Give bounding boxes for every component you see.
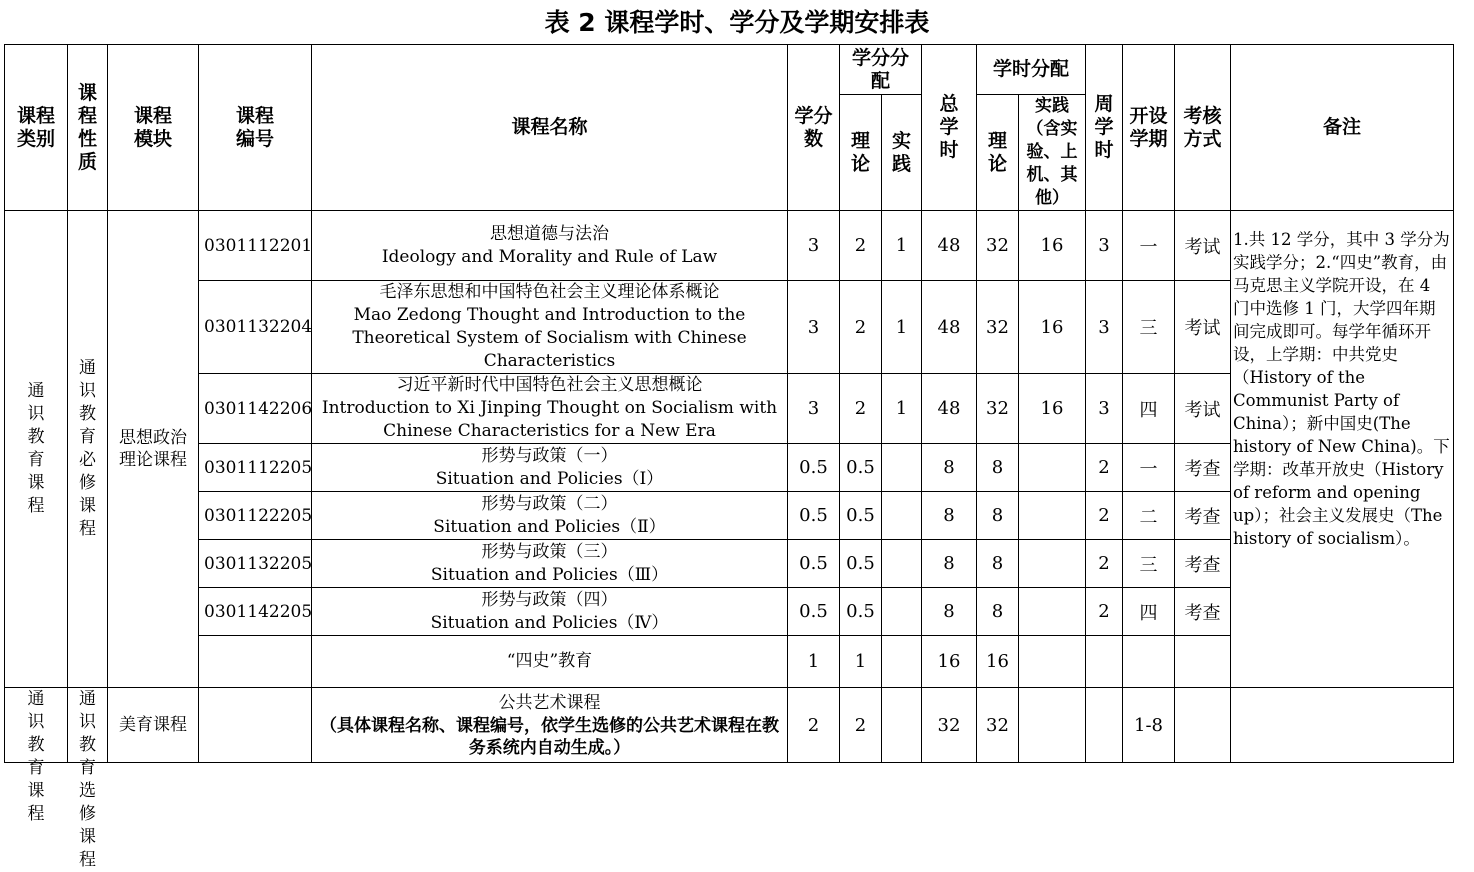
semester: 三 bbox=[1123, 281, 1175, 374]
hour-practice bbox=[1019, 688, 1086, 763]
assessment bbox=[1175, 636, 1231, 688]
header-row-1 bbox=[5, 45, 1454, 95]
nature-cell: 通识教育选修课程 bbox=[68, 688, 108, 763]
hour-theory: 32 bbox=[977, 211, 1019, 281]
course-code: 0301142206 bbox=[199, 374, 312, 444]
table-row bbox=[5, 688, 1454, 763]
semester: 四 bbox=[1123, 588, 1175, 636]
hour-practice bbox=[1019, 444, 1086, 492]
course-name: 思想道德与法治 Ideology and Morality and Rule of Law bbox=[312, 211, 788, 281]
header-credit-practice: 实践 bbox=[882, 95, 922, 211]
weekly-hours: 2 bbox=[1086, 540, 1123, 588]
credit-theory: 0.5 bbox=[840, 540, 882, 588]
total-hours: 16 bbox=[922, 636, 977, 688]
semester: 一 bbox=[1123, 211, 1175, 281]
credits: 2 bbox=[788, 688, 840, 763]
hour-practice bbox=[1019, 492, 1086, 540]
weekly-hours bbox=[1086, 688, 1123, 763]
credit-theory: 0.5 bbox=[840, 444, 882, 492]
total-hours: 32 bbox=[922, 688, 977, 763]
header-weekly-hours: 周学时 bbox=[1086, 45, 1123, 211]
total-hours: 48 bbox=[922, 374, 977, 444]
total-hours: 8 bbox=[922, 444, 977, 492]
assessment: 考查 bbox=[1175, 588, 1231, 636]
credits: 0.5 bbox=[788, 588, 840, 636]
remarks-note bbox=[1231, 688, 1454, 763]
credit-theory: 0.5 bbox=[840, 588, 882, 636]
assessment: 考查 bbox=[1175, 492, 1231, 540]
credit-theory: 2 bbox=[840, 374, 882, 444]
credit-theory: 2 bbox=[840, 211, 882, 281]
weekly-hours: 2 bbox=[1086, 444, 1123, 492]
credit-practice bbox=[882, 636, 922, 688]
semester bbox=[1123, 636, 1175, 688]
weekly-hours: 3 bbox=[1086, 211, 1123, 281]
course-name: 形势与政策（四） Situation and Policies（Ⅳ） bbox=[312, 588, 788, 636]
hour-practice bbox=[1019, 540, 1086, 588]
hour-theory: 8 bbox=[977, 444, 1019, 492]
table-title: 表 2 课程学时、学分及学期安排表 bbox=[544, 8, 930, 37]
credit-practice bbox=[882, 688, 922, 763]
credits: 3 bbox=[788, 281, 840, 374]
credit-practice: 1 bbox=[882, 374, 922, 444]
course-code bbox=[199, 636, 312, 688]
credit-theory: 2 bbox=[840, 281, 882, 374]
course-code: 0301142205 bbox=[199, 588, 312, 636]
hour-theory: 32 bbox=[977, 688, 1019, 763]
header-name: 课程名称 bbox=[312, 45, 788, 211]
credits: 0.5 bbox=[788, 444, 840, 492]
header-credits: 学分数 bbox=[788, 45, 840, 211]
credits: 0.5 bbox=[788, 492, 840, 540]
total-hours: 48 bbox=[922, 211, 977, 281]
credit-practice: 1 bbox=[882, 281, 922, 374]
assessment: 考查 bbox=[1175, 444, 1231, 492]
semester: 一 bbox=[1123, 444, 1175, 492]
total-hours: 8 bbox=[922, 492, 977, 540]
weekly-hours: 3 bbox=[1086, 281, 1123, 374]
header-credit-split: 学分分配 bbox=[840, 45, 922, 95]
credit-practice bbox=[882, 492, 922, 540]
course-name: 习近平新时代中国特色社会主义思想概论 Introduction to Xi Jinping Thought on Socialism with Chinese Characteristics for a New Era bbox=[312, 374, 788, 444]
semester: 三 bbox=[1123, 540, 1175, 588]
nature-cell: 通识教育必修课程 bbox=[68, 211, 108, 688]
credits: 3 bbox=[788, 374, 840, 444]
course-code bbox=[199, 688, 312, 763]
remarks-note: 1.共 12 学分，其中 3 学分为实践学分；2.“四史”教育，由马克思主义学院开设，在 4 门中选修 1 门，大学四年期间完成即可。每学年循环开设，上学期：中共党史（History of the Communist Party of China）；新中国史(The history of New China)。下学期：改革开放史（History of reform and opening up）；社会主义发展史（The history of socialism）。 bbox=[1231, 211, 1454, 688]
hour-theory: 32 bbox=[977, 281, 1019, 374]
header-total-hours: 总学时 bbox=[922, 45, 977, 211]
hour-practice: 16 bbox=[1019, 281, 1086, 374]
weekly-hours bbox=[1086, 636, 1123, 688]
header-hour-practice: 实践（含实验、上机、其他） bbox=[1019, 95, 1086, 211]
hour-theory: 8 bbox=[977, 540, 1019, 588]
hour-practice: 16 bbox=[1019, 374, 1086, 444]
category-cell: 通识教育课程 bbox=[5, 688, 68, 763]
course-code: 0301132205 bbox=[199, 540, 312, 588]
assessment bbox=[1175, 688, 1231, 763]
credits: 3 bbox=[788, 211, 840, 281]
header-remarks: 备注 bbox=[1231, 45, 1454, 211]
weekly-hours: 2 bbox=[1086, 588, 1123, 636]
hour-practice bbox=[1019, 636, 1086, 688]
weekly-hours: 2 bbox=[1086, 492, 1123, 540]
course-code: 0301112205 bbox=[199, 444, 312, 492]
header-hour-theory: 理论 bbox=[977, 95, 1019, 211]
assessment: 考试 bbox=[1175, 374, 1231, 444]
course-code: 0301112201 bbox=[199, 211, 312, 281]
credit-theory: 1 bbox=[840, 636, 882, 688]
credit-theory: 0.5 bbox=[840, 492, 882, 540]
header-module: 课程模块 bbox=[108, 45, 199, 211]
module-cell: 美育课程 bbox=[108, 688, 199, 763]
credit-practice bbox=[882, 444, 922, 492]
header-semester: 开设学期 bbox=[1123, 45, 1175, 211]
header-assessment: 考核方式 bbox=[1175, 45, 1231, 211]
course-name: 形势与政策（二） Situation and Policies（Ⅱ） bbox=[312, 492, 788, 540]
assessment: 考试 bbox=[1175, 211, 1231, 281]
course-schedule-table bbox=[4, 44, 1454, 870]
hour-theory: 16 bbox=[977, 636, 1019, 688]
header-hour-split: 学时分配 bbox=[977, 45, 1086, 95]
credit-practice: 1 bbox=[882, 211, 922, 281]
semester: 二 bbox=[1123, 492, 1175, 540]
course-name: 公共艺术课程 （具体课程名称、课程编号，依学生选修的公共艺术课程在教务系统内自动生成。） bbox=[312, 688, 788, 763]
header-nature: 课程性质 bbox=[68, 45, 108, 211]
course-name: 形势与政策（三） Situation and Policies（Ⅲ） bbox=[312, 540, 788, 588]
semester: 四 bbox=[1123, 374, 1175, 444]
hour-practice bbox=[1019, 588, 1086, 636]
header-category: 课程类别 bbox=[5, 45, 68, 211]
total-hours: 48 bbox=[922, 281, 977, 374]
credit-practice bbox=[882, 540, 922, 588]
hour-theory: 32 bbox=[977, 374, 1019, 444]
header-credit-theory: 理论 bbox=[840, 95, 882, 211]
credits: 1 bbox=[788, 636, 840, 688]
hour-practice: 16 bbox=[1019, 211, 1086, 281]
course-name: “四史”教育 bbox=[312, 636, 788, 688]
course-code: 0301122205 bbox=[199, 492, 312, 540]
hour-theory: 8 bbox=[977, 492, 1019, 540]
weekly-hours: 3 bbox=[1086, 374, 1123, 444]
module-cell: 思想政治理论课程 bbox=[108, 211, 199, 688]
semester: 1-8 bbox=[1123, 688, 1175, 763]
course-name: 毛泽东思想和中国特色社会主义理论体系概论 Mao Zedong Thought and Introduction to the Theoretical System of Socialism with Chinese Characteristics bbox=[312, 281, 788, 374]
course-code: 0301132204 bbox=[199, 281, 312, 374]
course-name: 形势与政策（一） Situation and Policies（Ⅰ） bbox=[312, 444, 788, 492]
total-hours: 8 bbox=[922, 588, 977, 636]
hour-theory: 8 bbox=[977, 588, 1019, 636]
total-hours: 8 bbox=[922, 540, 977, 588]
credit-practice bbox=[882, 588, 922, 636]
credits: 0.5 bbox=[788, 540, 840, 588]
table-row bbox=[5, 211, 1454, 281]
category-cell: 通识教育课程 bbox=[5, 211, 68, 688]
header-code: 课程编号 bbox=[199, 45, 312, 211]
assessment: 考试 bbox=[1175, 281, 1231, 374]
assessment: 考查 bbox=[1175, 540, 1231, 588]
credit-theory: 2 bbox=[840, 688, 882, 763]
